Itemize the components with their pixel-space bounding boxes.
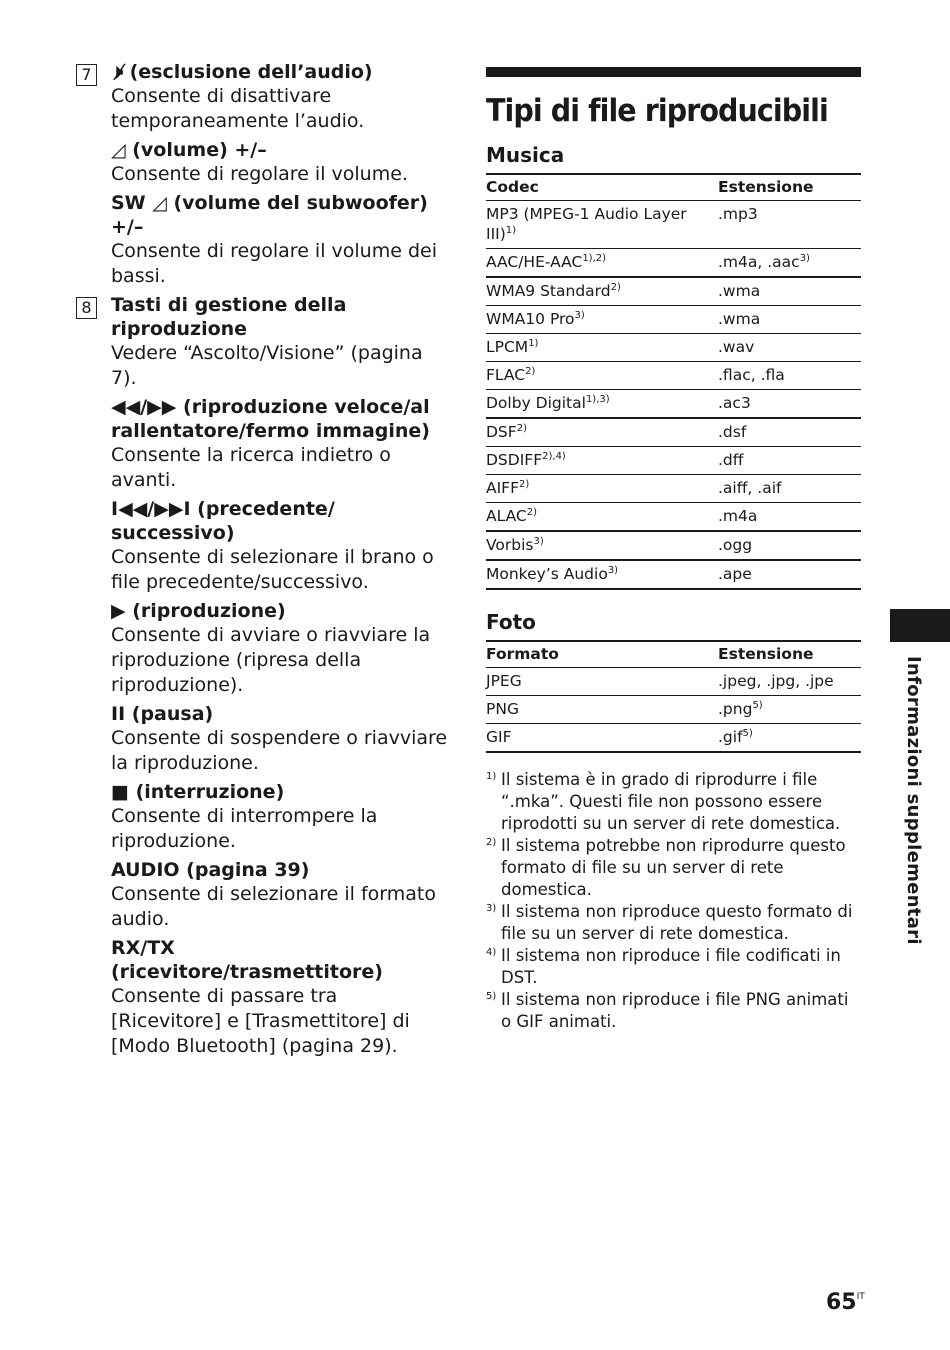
page-title: Tipi di file riproducibili (486, 93, 828, 129)
item-7 (76, 60, 451, 289)
footnote-text: Il sistema potrebbe non riprodurre questo formato di file su un server di rete domestica. (501, 836, 846, 899)
musica-heading: Musica (486, 143, 565, 167)
extension-value: .flac, .fla (718, 366, 785, 384)
entry-heading (111, 599, 451, 623)
codec-cell (486, 531, 718, 560)
entry-heading-text: AUDIO (pagina 39) (111, 859, 310, 881)
entry-description: Vedere “Ascolto/Visione” (pagina 7). (111, 342, 423, 389)
footnote: 1) Il sistema è in grado di riprodurre i file “.mka”. Questi file non possono essere riprodotti su un server di rete domestica. (486, 770, 841, 833)
footnote-text: Il sistema è in grado di riprodurre i file “.mka”. Questi file non possono essere riprodotti su un server di rete domestica. (501, 770, 841, 833)
extension-value: .gif (718, 728, 743, 746)
extension-value: .wma (718, 310, 761, 328)
format-name: PNG (486, 700, 519, 718)
foto-heading: Foto (486, 610, 536, 634)
control-icon: ◀◀/▶▶ (111, 396, 177, 418)
codec-cell (486, 503, 718, 532)
extension-value: .m4a, .aac (718, 253, 800, 271)
table-row (486, 390, 861, 419)
footnote-ref: 1),3) (585, 394, 610, 405)
entry-heading (111, 780, 451, 804)
musica-table-body (486, 201, 861, 590)
side-tab-marker (890, 609, 950, 642)
entry-heading (111, 497, 451, 545)
extension-cell (718, 362, 861, 390)
entry-heading-text: (esclusione dell’audio) (122, 61, 373, 83)
entry-description: Consente di regolare il volume. (111, 163, 408, 185)
footnote-ref: 2) (610, 282, 621, 293)
foto-col-ext: Estensione (718, 641, 861, 668)
extension-value: .wav (718, 338, 755, 356)
page-number (826, 1290, 865, 1315)
control-icon: ▶ (111, 600, 126, 622)
musica-table (486, 173, 861, 590)
title-bar (486, 67, 861, 77)
footnote-text: Il sistema non riproduce i file codificati in DST. (501, 946, 841, 987)
extension-value: .ogg (718, 536, 753, 554)
entry-heading-text: Tasti di gestione della riproduzione (111, 294, 347, 340)
entry-heading (111, 293, 451, 341)
table-row (486, 277, 861, 306)
entry-heading (111, 936, 451, 984)
foto-table (486, 640, 861, 753)
footnote-ref: 2) (526, 507, 538, 518)
foto-table-body (486, 668, 861, 753)
extension-cell (718, 696, 861, 724)
extension-value: .wma (718, 282, 761, 300)
extension-value: .ape (718, 565, 752, 583)
control-icon: 🕨̸ (111, 61, 123, 83)
footnote-ref: 3) (607, 565, 619, 576)
format-cell (486, 724, 718, 753)
extension-cell (718, 668, 861, 696)
codec-cell (486, 418, 718, 447)
extension-cell (718, 447, 861, 475)
footnote-ref: 2) (525, 366, 536, 377)
table-row (486, 249, 861, 278)
footnote-ref: 2) (519, 479, 530, 490)
entry-heading (111, 702, 451, 726)
control-icon: II (111, 703, 126, 725)
footnote-ref: 5) (752, 700, 763, 711)
foto-section (486, 610, 861, 753)
codec-name: Monkey’s Audio (486, 565, 608, 583)
codec-name: DSF (486, 423, 517, 441)
footnote: 3) Il sistema non riproduce questo formato di file su un server di rete domestica. (486, 902, 853, 943)
entry-heading-text: (volume) +/– (125, 139, 267, 161)
entry-heading-text: (precedente/ successivo) (111, 498, 335, 544)
item-8 (76, 293, 451, 1059)
extension-cell (718, 277, 861, 306)
entry-description: Consente di selezionare il brano o file precedente/successivo. (111, 546, 434, 593)
extension-cell (718, 503, 861, 532)
table-row (486, 306, 861, 334)
entry-description: Consente di sospendere o riavviare la riproduzione. (111, 727, 448, 774)
control-icon: ◿ (111, 139, 126, 161)
extension-cell (718, 306, 861, 334)
codec-cell (486, 560, 718, 589)
codec-name: AIFF (486, 479, 520, 497)
item-8-entries (111, 293, 451, 1059)
footnotes (486, 769, 861, 1033)
entry-heading-text: (riproduzione veloce/al rallentatore/fermo immagine) (111, 396, 430, 442)
codec-name: WMA9 Standard (486, 282, 611, 300)
extension-cell (718, 334, 861, 362)
entry-description: Consente di interrompere la riproduzione. (111, 805, 378, 852)
item-7-entries (111, 60, 451, 289)
codec-cell (486, 475, 718, 503)
codec-cell (486, 390, 718, 419)
entry-description: Consente di passare tra [Ricevitore] e [Trasmettitore] di [Modo Bluetooth] (pagina 29). (111, 985, 410, 1057)
entry-description: Consente la ricerca indietro o avanti. (111, 444, 391, 491)
item-number-8: 8 (76, 297, 97, 319)
table-row (486, 201, 861, 249)
footnote: 5) Il sistema non riproduce i file PNG animati o GIF animati. (486, 990, 849, 1031)
codec-name: WMA10 Pro (486, 310, 575, 328)
extension-value: .png (718, 700, 753, 718)
entry-heading (111, 191, 451, 239)
entry-heading-text: (volume del subwoofer) +/– (111, 192, 428, 238)
table-row (486, 334, 861, 362)
table-row (486, 503, 861, 532)
format-name: JPEG (486, 672, 522, 690)
entry-heading (111, 395, 451, 443)
foto-col-format: Formato (486, 641, 718, 668)
entry-heading-text: (pausa) (125, 703, 214, 725)
codec-name: FLAC (486, 366, 526, 384)
codec-name: Vorbis (486, 536, 534, 554)
musica-col-ext: Estensione (718, 174, 861, 201)
extension-value: .mp3 (718, 205, 758, 223)
page-number-suffix: IT (856, 1292, 865, 1302)
codec-name: ALAC (486, 507, 527, 525)
footnote-ref: 3) (574, 310, 585, 321)
table-row (486, 447, 861, 475)
codec-name: Dolby Digital (486, 394, 586, 412)
format-cell (486, 696, 718, 724)
codec-name: LPCM (486, 338, 529, 356)
footnote-ref: 1) (505, 225, 517, 236)
footnote: 2) Il sistema potrebbe non riprodurre questo formato di file su un server di rete domestica. (486, 836, 846, 899)
table-row (486, 724, 861, 753)
page-number-value: 65 (826, 1290, 857, 1315)
extension-cell (718, 724, 861, 753)
extension-value: .dsf (718, 423, 747, 441)
table-row (486, 560, 861, 589)
codec-name: AAC/HE-AAC (486, 253, 583, 271)
codec-cell (486, 362, 718, 390)
extension-value: .dff (718, 451, 744, 469)
footnote-ref: 2) (516, 423, 527, 434)
table-row (486, 475, 861, 503)
extension-cell (718, 418, 861, 447)
side-section-label: Informazioni supplementari (903, 656, 924, 945)
table-row (486, 531, 861, 560)
format-name: GIF (486, 728, 512, 746)
extension-cell (718, 201, 861, 249)
codec-name: MP3 (MPEG-1 Audio Layer III) (486, 205, 687, 243)
extension-cell (718, 531, 861, 560)
footnote-ref: 2),4) (542, 451, 566, 462)
codec-cell (486, 249, 718, 278)
table-row (486, 668, 861, 696)
codec-cell (486, 201, 718, 249)
item-number-7: 7 (76, 64, 97, 86)
table-row (486, 362, 861, 390)
entry-heading-text: RX/TX (ricevitore/trasmettitore) (111, 937, 383, 983)
codec-cell (486, 306, 718, 334)
footnote-ref: 3) (533, 536, 544, 547)
codec-cell (486, 334, 718, 362)
entry-heading-text: (interruzione) (128, 781, 285, 803)
entry-description: Consente di selezionare il formato audio. (111, 883, 436, 930)
footnote-text: Il sistema non riproduce i file PNG animati o GIF animati. (501, 990, 849, 1031)
extension-value: .aiff, .aif (718, 479, 782, 497)
entry-heading-text: (riproduzione) (125, 600, 286, 622)
table-row (486, 418, 861, 447)
format-cell (486, 668, 718, 696)
extension-value: .ac3 (718, 394, 751, 412)
entry-description: Consente di regolare il volume dei bassi. (111, 240, 437, 287)
left-column (76, 60, 451, 1063)
extension-cell (718, 475, 861, 503)
entry-heading (111, 60, 451, 84)
extension-cell (718, 249, 861, 278)
footnote-text: Il sistema non riproduce questo formato di file su un server di rete domestica. (501, 902, 853, 943)
extension-value: .jpeg, .jpg, .jpe (718, 672, 834, 690)
extension-value: .m4a (718, 507, 758, 525)
right-column (486, 67, 861, 1033)
control-icon: SW ◿ (111, 192, 167, 214)
footnote: 4) Il sistema non riproduce i file codificati in DST. (486, 946, 841, 987)
entry-heading (111, 138, 451, 162)
control-icon: I◀◀/▶▶I (111, 498, 191, 520)
footnote-ref: 1) (528, 338, 539, 349)
entry-description: Consente di disattivare temporaneamente l’audio. (111, 85, 365, 132)
footnote-ref: 3) (799, 253, 810, 264)
table-row (486, 696, 861, 724)
codec-cell (486, 447, 718, 475)
entry-heading (111, 858, 451, 882)
footnote-ref: 1),2) (582, 253, 607, 264)
entry-description: Consente di avviare o riavviare la riproduzione (ripresa della riproduzione). (111, 624, 431, 696)
codec-name: DSDIFF (486, 451, 543, 469)
extension-cell (718, 390, 861, 419)
codec-cell (486, 277, 718, 306)
control-icon: ■ (111, 781, 129, 803)
footnote-ref: 5) (742, 728, 753, 739)
musica-col-codec: Codec (486, 174, 718, 201)
extension-cell (718, 560, 861, 589)
